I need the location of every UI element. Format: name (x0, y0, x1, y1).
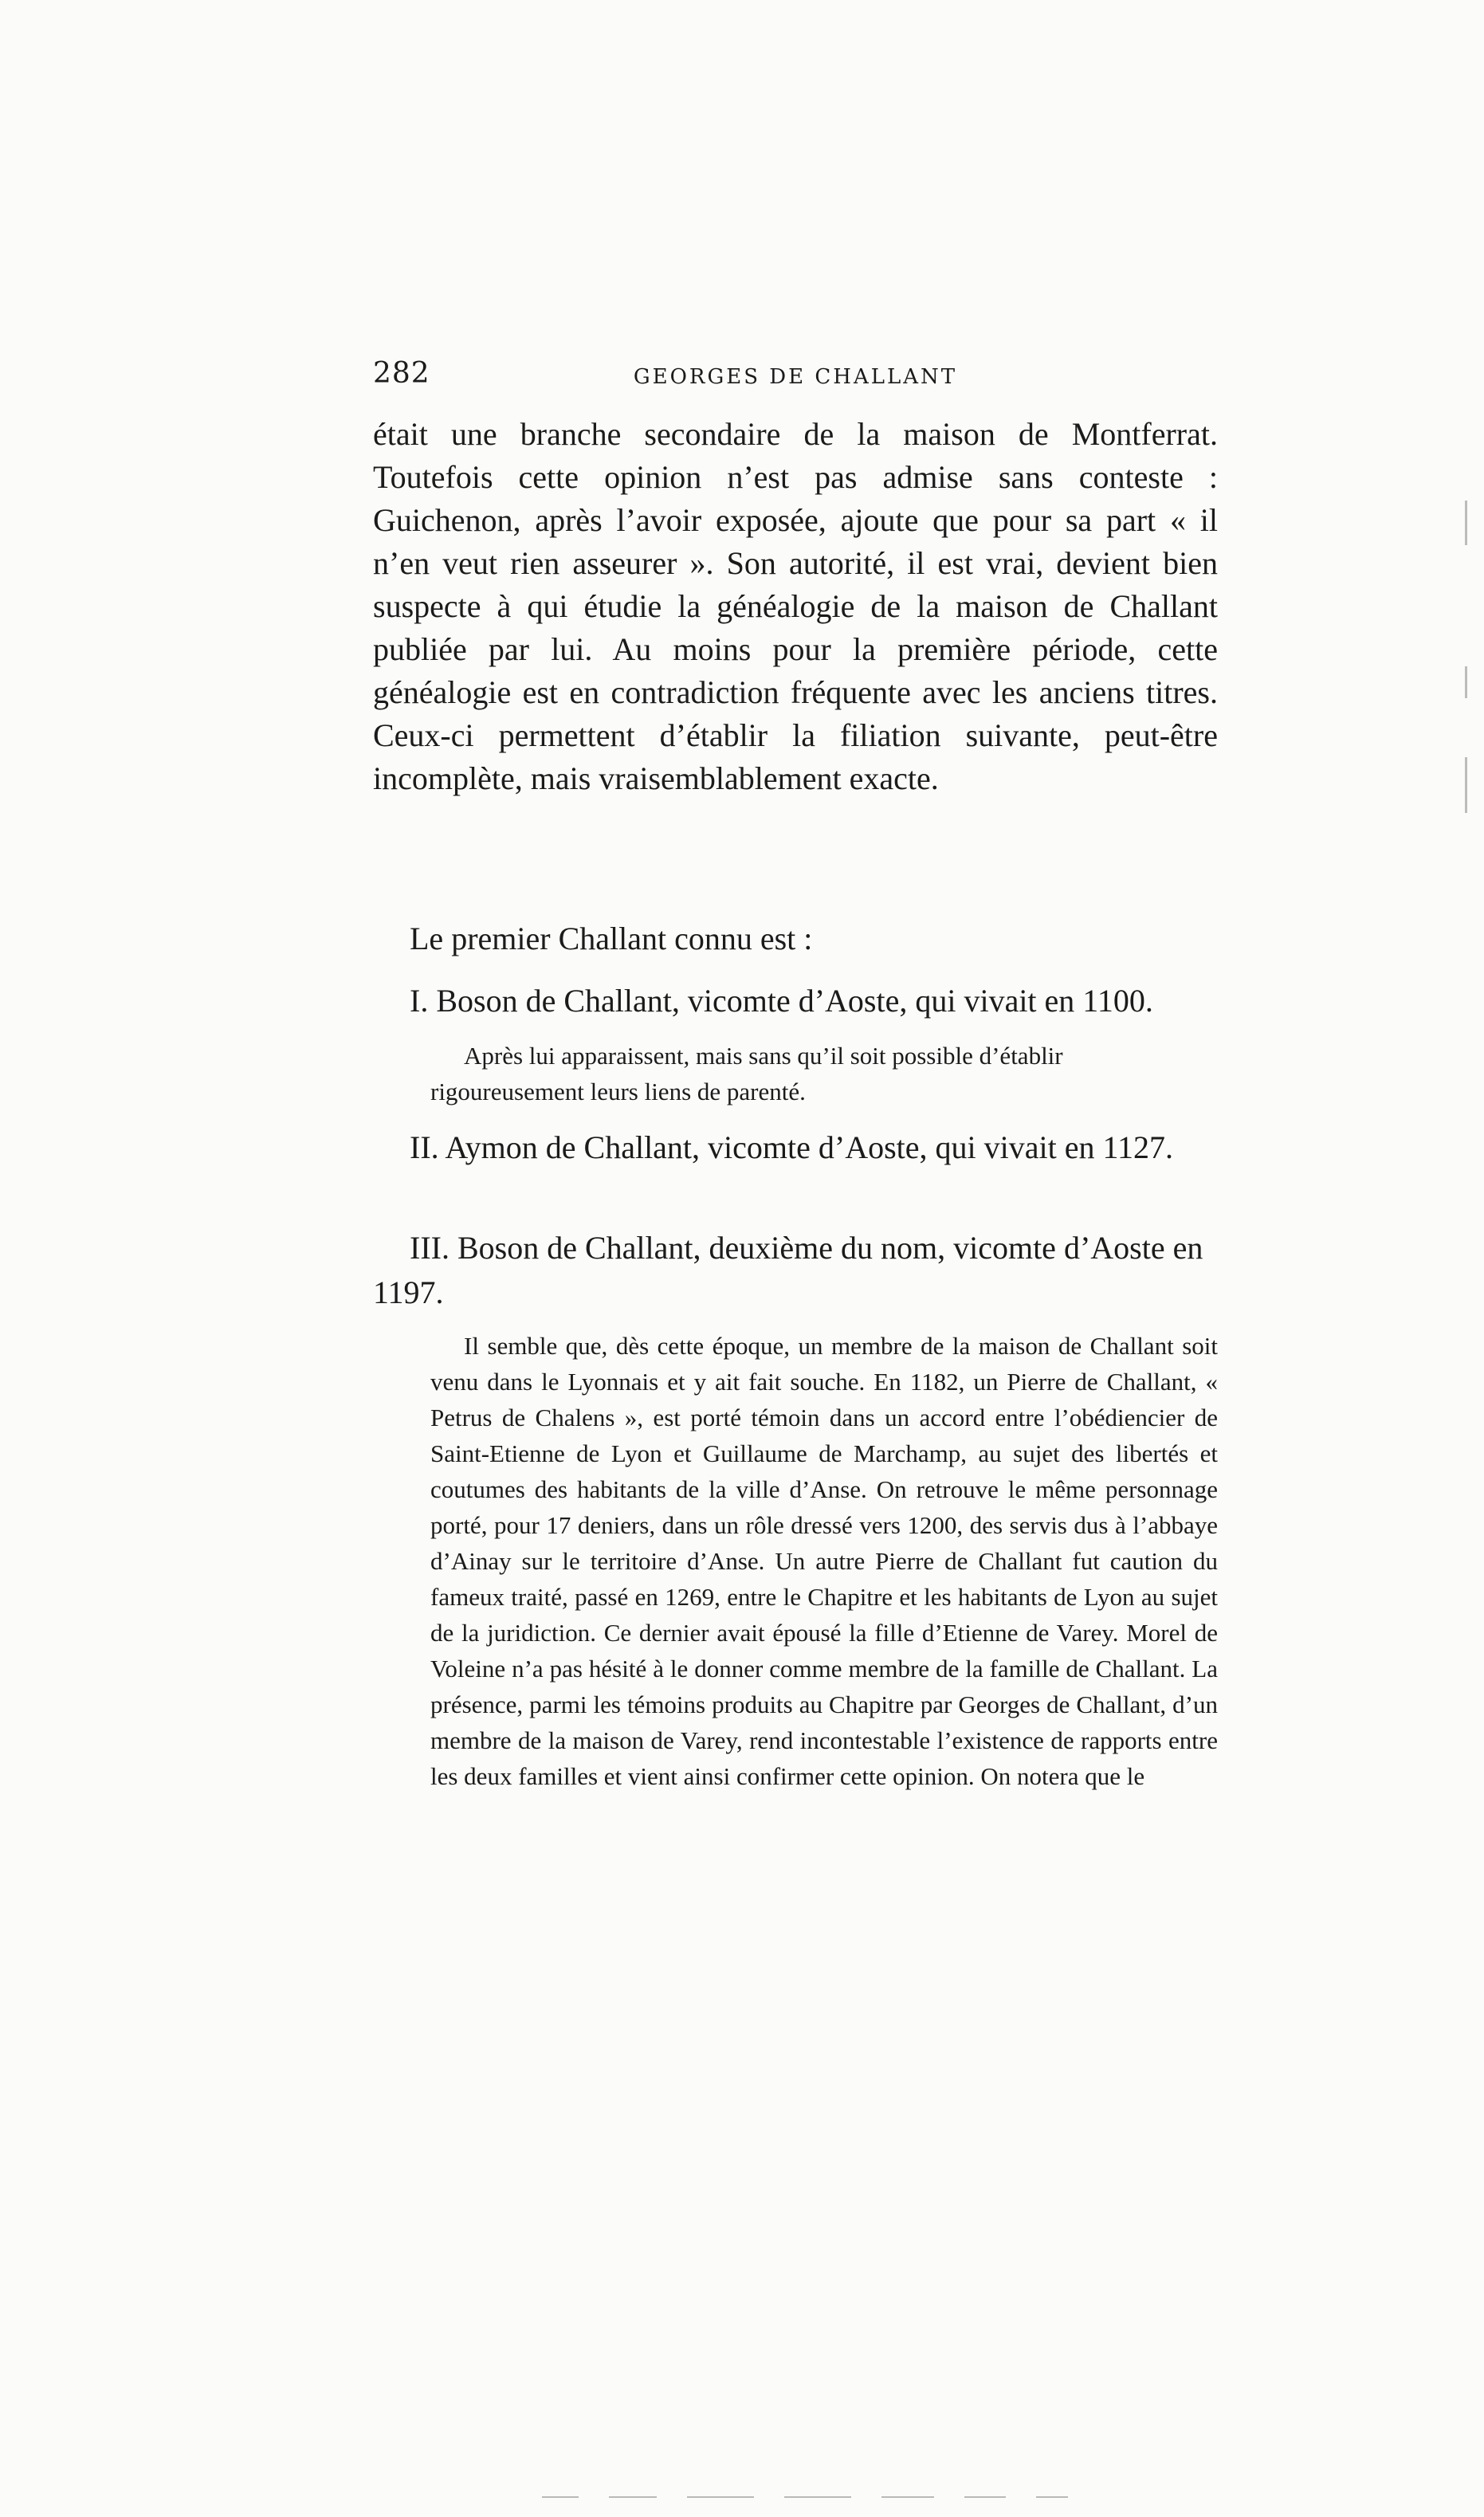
running-head: GEORGES DE CHALLANT (633, 365, 958, 389)
margin-mark (1465, 757, 1467, 813)
margin-mark (1465, 501, 1467, 545)
generation-3: III. Boson de Challant, deuxième du nom, vicomte d’Aoste en 1197. (373, 1230, 1203, 1310)
page-header (373, 357, 1218, 405)
margin-mark (1465, 666, 1467, 698)
page-number: 282 (373, 357, 430, 390)
footnote-1: Après lui apparaissent, mais sans qu’il soit possible d’établir rigoureusement leurs liens de parenté. (430, 1042, 1063, 1105)
generation-1: I. Boson de Challant, vicomte d’Aoste, qui vivait en 1100. (410, 983, 1153, 1019)
main-paragraph: était une branche secondaire de la maison de Montferrat. Toutefois cette opinion n’est pas admise sans conteste : Guichenon, après l’avoir exposée, ajoute que pour sa part « il n’en veut rien asseurer ». Son autorité, il est vrai, devient bien suspecte à qui étudie la généalogie de la maison de Challant publiée par lui. Au moins pour la première période, cette généalogie est en contradiction fréquente avec les anciens titres. Ceux-ci permettent d’établir la filiation suivante, peut-être incomplète, mais vraisemblablement exacte. (373, 416, 1218, 796)
generation-2: II. Aymon de Challant, vicomte d’Aoste, qui vivait en 1127. (410, 1129, 1174, 1165)
genealogy-intro: Le premier Challant connu est : (410, 921, 813, 956)
footer-rules (542, 2496, 1068, 2501)
footnote-2: Il semble que, dès cette époque, un membre de la maison de Challant soit venu dans le Lyonnais et y ait fait souche. En 1182, un Pierre de Challant, « Petrus de Chalens », est porté témoin dans un accord entre l’obédiencier de Saint-Etienne de Lyon et Guillaume de Marchamp, au sujet des libertés et coutumes des habitants de la ville d’Anse. On retrouve le même personnage porté, pour 17 deniers, dans un rôle dressé vers 1200, des servis dus à l’abbaye d’Ainay sur le territoire d’Anse. Un autre Pierre de Challant fut caution du fameux traité, passé en 1269, entre le Chapitre et les habitants de Lyon au sujet de la juridiction. Ce dernier avait épousé la fille d’Etienne de Varey. Morel de Voleine n’a pas hésité à le donner comme membre de la famille de Challant. La présence, parmi les témoins produits au Chapitre par Georges de Challant, d’un membre de la maison de Varey, rend incontestable l’existence de rapports entre les deux familles et vient ainsi confirmer cette opinion. On notera que le (430, 1332, 1218, 1790)
